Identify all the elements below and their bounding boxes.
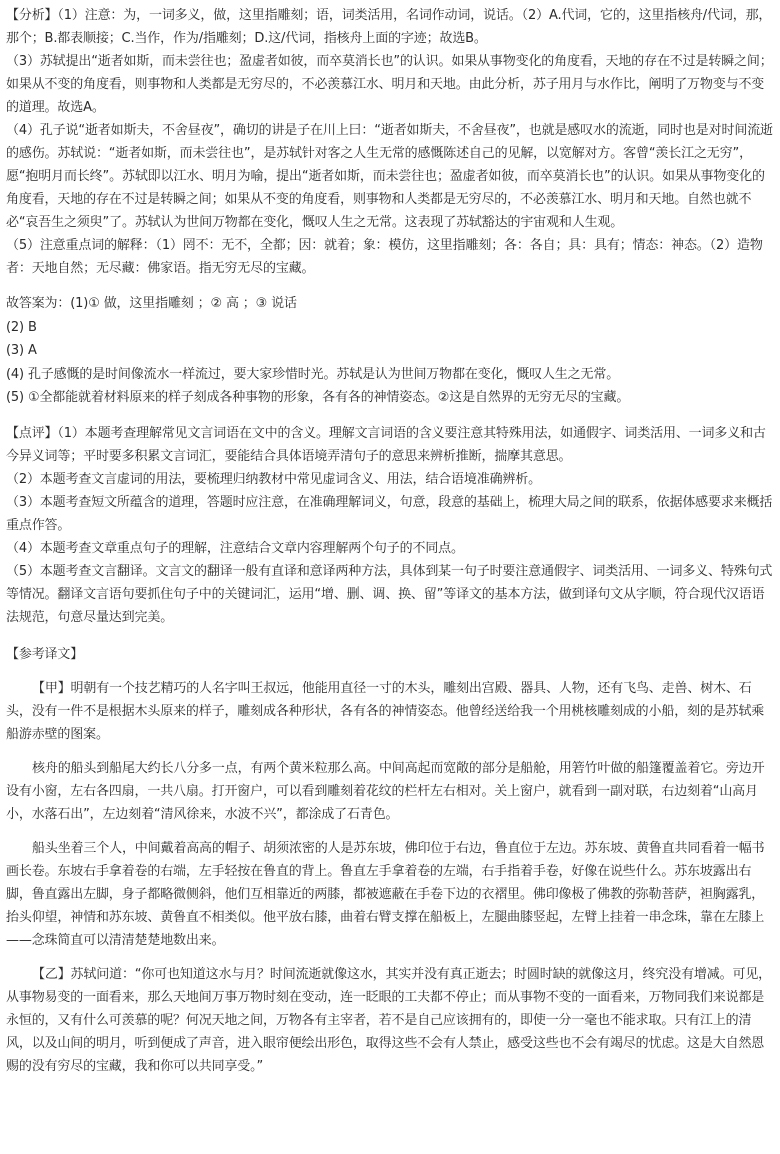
answer-line-4: (4) 孔子感慨的是时间像流水一样流过，要大家珍惜时光。苏轼是认为世间万物都在变化，慨叹人生之无常。 bbox=[6, 366, 620, 382]
analysis-section bbox=[6, 4, 774, 280]
comment-paragraph-5: （5）本题考查文言翻译。文言文的翻译一般有直译和意译两种方法，具体到某一句子时要注意通假字、词类活用、一词多义、特殊句式等情况。翻译文言语句要抓住句子中的关键词汇，运用“增、删、调、换、留”等译文的基本方法，做到译句文从字顺，符合现代汉语语法规范，句意尽量达到完美。 bbox=[6, 563, 773, 625]
analysis-paragraph-5: （5）注意重点词的解释：（1）罔不：无不，全都；因：就着；象：模仿，这里指雕刻；各：各自；具：具有；情态：神态。（2）造物者：天地自然；无尽藏：佛家语。指无穷无尽的宝藏。 bbox=[6, 238, 763, 276]
translation-paragraph-jia: 【甲】明朝有一个技艺精巧的人名字叫王叔远，他能用直径一寸的木头，雕刻出宫殿、器具、人物，还有飞鸟、走兽、树木、石头，没有一件不是根据木头原来的样子，雕刻成各种形状，各有各的神情姿态。他曾经送给我一个用桃核雕刻成的小船，刻的是苏轼乘船游赤壁的图案。 bbox=[6, 680, 765, 742]
analysis-paragraph-3: （3）苏轼提出“逝者如斯，而未尝往也；盈虚者如彼，而卒莫消长也”的认识。如果从事物变化的角度看，天地的存在不过是转瞬之间；如果从不变的角度看，则事物和人类都是无穷尽的，不必羡慕江水、明月和天地。由此分析，苏子用月与水作比，阐明了万物变与不变的道理。故选A。 bbox=[6, 54, 773, 115]
comment-paragraph-4: （4）本题考查文章重点句子的理解，注意结合文章内容理解两个句子的不同点。 bbox=[6, 540, 464, 556]
answer-line-3: (3) A bbox=[6, 343, 37, 358]
translation-section bbox=[6, 643, 774, 1078]
answer-line-5: (5) ①全都能就着材料原来的样子刻成各种事物的形象，各有各的神情姿态。②这是自然界的无穷无尽的宝藏。 bbox=[6, 390, 630, 405]
translation-paragraph-boat: 核舟的船头到船尾大约长八分多一点，有两个黄米粒那么高。中间高起而宽敞的部分是船舱，用箬竹叶做的船篷覆盖着它。旁边开设有小窗，左右各四扇，一共八扇。打开窗户，可以看到雕刻着花纹的栏杆左右相对。关上窗户，就看到一副对联，右边刻着“山高月小，水落石出”，左边刻着“清风徐来，水波不兴”，都涂成了石青色。 bbox=[6, 760, 765, 822]
analysis-paragraph-1: 【分析】（1）注意：为，一词多义，做，这里指雕刻；语，词类活用，名词作动词，说话。（2）A.代词，它的，这里指核舟/代词，那，那个；B.都表顺接；C.当作，作为/指雕刻；D.这/代词，指核舟上面的字迹；故选B。 bbox=[6, 8, 772, 46]
answer-line-1: 故答案为：(1)① 做，这里指雕刻 ；② 高 ；③ 说话 bbox=[6, 296, 297, 311]
translation-heading: 【参考译文】 bbox=[6, 646, 84, 662]
translation-paragraph-yi: 【乙】苏轼问道：“你可也知道这水与月？时间流逝就像这水，其实并没有真正逝去；时圆时缺的就像这月，终究没有增减。可见，从事物易变的一面看来，那么天地间万事万物时刻在变动，连一眨眼的工夫都不停止；而从事物不变的一面看来，万物同我们来说都是永恒的，又有什么可羡慕的呢？何况天地之间，万物各有主宰者，若不是自己应该拥有的，即使一分一毫也不能求取。只有江上的清风，以及山间的明月，听到便成了声音，进入眼帘便绘出形色，取得这些不会有人禁止，感受这些也不会有竭尽的忧虑。这是大自然恩赐的没有穷尽的宝藏，我和你可以共同享受。” bbox=[6, 966, 772, 1074]
comment-paragraph-1: 【点评】（1）本题考查理解常见文言词语在文中的含义。理解文言词语的含义要注意其特殊用法，如通假字、词类活用、一词多义和古今异义词等；平时要多积累文言词汇，要能结合具体语境弄清句子的意思来辨析推断，揣摩其意思。 bbox=[6, 425, 766, 464]
analysis-paragraph-4: （4）孔子说“逝者如斯夫，不舍昼夜”，确切的讲是子在川上曰：“逝者如斯夫，不舍昼夜”，也就是感叹水的流逝，同时也是对时间流逝的感伤。苏轼说：“逝者如斯，而未尝往也”，是苏轼针对客之人生无常的感慨陈述自己的见解，以宽解对方。客曾“羡长江之无穷”，愿“抱明月而长终”。苏轼即以江水、明月为喻，提出“逝者如斯，而未尝往也；盈虚者如彼，而卒莫消长也”的认识。如果从事物变化的角度看，天地的存在不过是转瞬之间；如果从不变的角度看，则事物和人类都是无穷尽的，不必羡慕江水、明月和天地。自然也就不必“哀吾生之须臾”了。苏轼认为世间万物都在变化，慨叹人生之无常。这表现了苏轼豁达的宇宙观和人生观。 bbox=[6, 123, 773, 230]
answer-line-2: (2) B bbox=[6, 319, 37, 335]
comment-paragraph-2: （2）本题考查文言虚词的用法，要梳理归纳教材中常见虚词含义、用法，结合语境准确辨析。 bbox=[6, 471, 541, 487]
answer-section bbox=[6, 292, 774, 410]
translation-paragraph-people: 船头坐着三个人，中间戴着高高的帽子、胡须浓密的人是苏东坡，佛印位于右边，鲁直位于左边。苏东坡、黄鲁直共同看着一幅书画长卷。东坡右手拿着卷的右端，左手轻按在鲁直的背上。鲁直左手拿着卷的左端，右手指着手卷，好像在说些什么。苏东坡露出右脚，鲁直露出左脚，身子都略微侧斜，他们互相靠近的两膝，都被遮蔽在手卷下边的衣褶里。佛印像极了佛教的弥勒菩萨，袒胸露乳，抬头仰望，神情和苏东坡、黄鲁直不相类似。他平放右膝，曲着右臂支撑在船板上，左腿曲膝竖起，左臂上挂着一串念珠，靠在左膝上——念珠简直可以清清楚楚地数出来。 bbox=[6, 840, 765, 948]
comment-paragraph-3: （3）本题考查短文所蕴含的道理，答题时应注意，在准确理解词义，句意，段意的基础上，梳理大局之间的联系，依据体感要求来概括重点作答。 bbox=[6, 494, 773, 533]
comment-section bbox=[6, 422, 774, 629]
